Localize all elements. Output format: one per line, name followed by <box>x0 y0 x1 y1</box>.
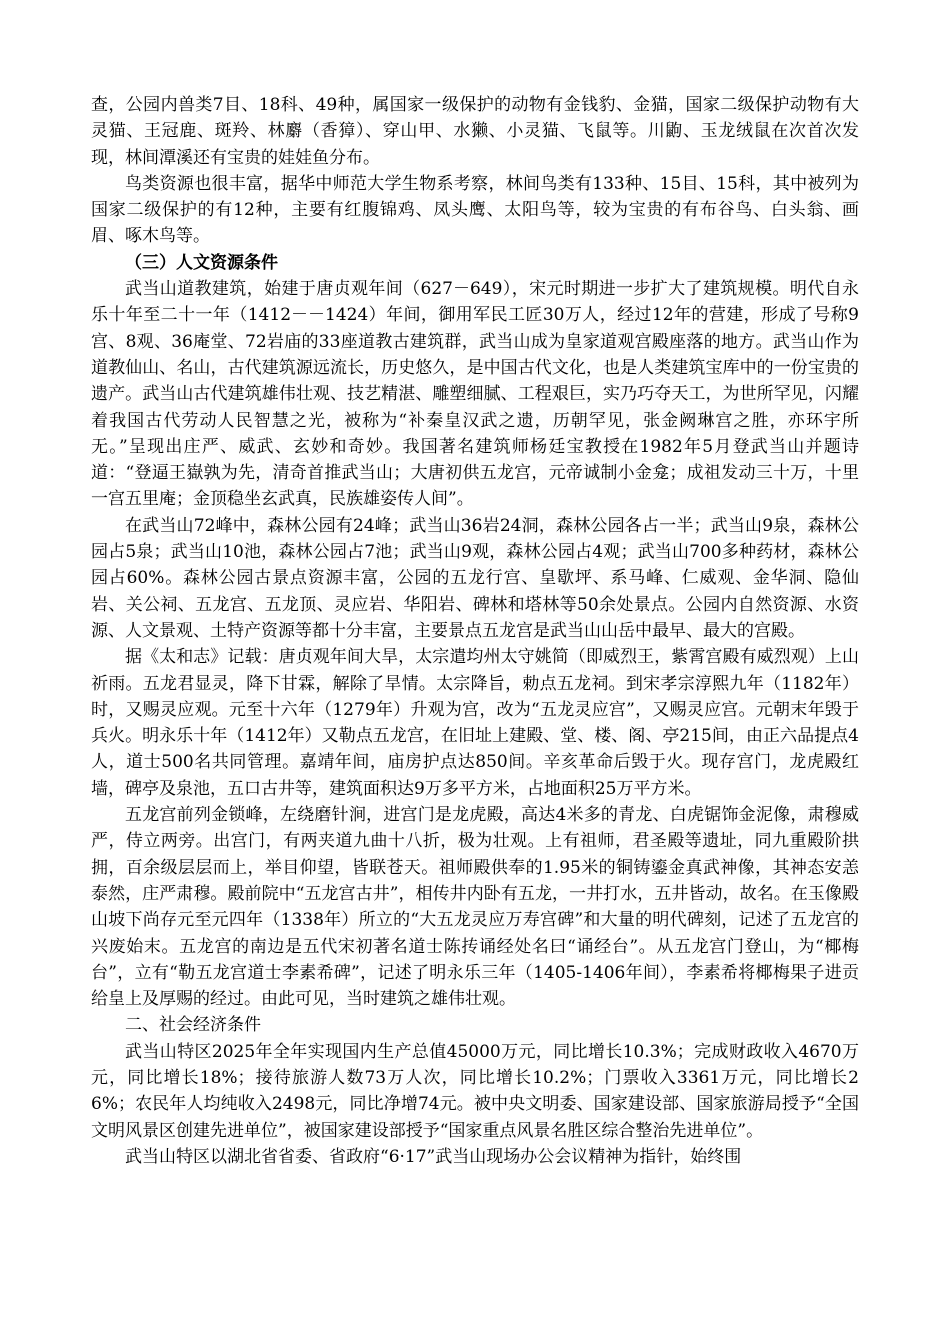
document-body <box>91 92 859 1170</box>
section-heading-socioeconomic: 二、社会经济条件 <box>125 1015 261 1036</box>
paragraph-birds: 鸟类资源也很丰富，据华中师范大学生物系考察，林间鸟类有133种、15目、15科，其中被列为国家二级保护的有12种，主要有红腹锦鸡、凤头鹰、太阳鸟等，较为宝贵的有布谷鸟、白头翁、画眉、啄木鸟等。 <box>91 173 859 247</box>
paragraph-policy-continued: 武当山特区以湖北省省委、省政府“6·17”武当山现场办公会议精神为指针，始终围 <box>125 1146 742 1167</box>
paragraph-wulong-palace: 五龙宫前列金锁峰，左绕磨针涧，进宫门是龙虎殿，高达4米多的青龙、白虎锯饰金泥像，肃穆威严，侍立两旁。出宫门，有两夹道九曲十八折，极为壮观。上有祖师，君圣殿等遗址，同九重殿阶拱拥，百余级层层而上，举目仰望，皆联苍天。祖师殿供奉的1.95米的铜铸鎏金真武神像，其神态安恙泰然，庄严肃穆。殿前院中“五龙宫古井”，相传井内卧有五龙，一井打水，五井皆动，故名。在玉像殿山坡下尚存元至元四年（1338年）所立的“大五龙灵应万寿宫碑”和大量的明代碑刻，记述了五龙宫的兴废始末。五龙宫的南边是五代宋初著名道士陈抟诵经处名曰“诵经台”。从五龙宫门登山，为“椰梅台”，立有“勒五龙宫道士李素希碑”，记述了明永乐三年（1405-1406年间），李素希将椰梅果子进贡给皇上及厚赐的经过。由此可见，当时建筑之雄伟壮观。 <box>91 805 859 1010</box>
section-heading-cultural-resources: （三）人文资源条件 <box>125 252 278 273</box>
paragraph-forest-park-sites: 在武当山72峰中，森林公园有24峰；武当山36岩24洞，森林公园各占一半；武当山9泉，森林公园占5泉；武当山10池，森林公园占7池；武当山9观，森林公园占4观；武当山700多种药材，森林公园占60%。森林公园古景点资源丰富，公园的五龙行宫、皇歇坪、系马峰、仁威观、金华洞、隐仙岩、关公祠、五龙宫、五龙顶、灵应岩、华阳岩、碑林和塔林等50余处景点。公园内自然资源、水资源、人文景观、土特产资源等都十分丰富，主要景点五龙宫是武当山山岳中最早、最大的宫殿。 <box>91 515 859 641</box>
paragraph-mammals: 查，公园内兽类7目、18科、49种，属国家一级保护的动物有金钱豹、金猫，国家二级保护动物有大灵猫、王冠鹿、斑羚、林麝（香獐）、穿山甲、水獭、小灵猫、飞鼠等。川鼩、玉龙绒鼠在次首次发现，林间潭溪还有宝贵的娃娃鱼分布。 <box>91 95 859 168</box>
paragraph-taihe-records: 据《太和志》记载：唐贞观年间大旱，太宗遣均州太守姚简（即威烈王，紫霄宫殿有威烈观）上山祈雨。五龙君显灵，降下甘霖，解除了旱情。太宗降旨，勅点五龙祠。到宋孝宗淳熙九年（1182年）时，又赐灵应观。元至十六年（1279年）升观为宫，改为“五龙灵应宫”，又赐灵应宫。元朝末年毁于兵火。明永乐十年（1412年）又勒点五龙宫，在旧址上建殿、堂、楼、阁、亭215间，由正六品提点4人，道士500名共同管理。嘉靖年间，庙房护点达850间。辛亥革命后毁于火。现存宫门，龙虎殿红墙，碑亭及泉池，五口古井等，建筑面积达9万多平方米，占地面积25万平方米。 <box>91 647 859 799</box>
paragraph-economy-stats: 武当山特区2025年全年实现国内生产总值45000万元，同比增长10.3%；完成财政收入4670万元，同比增长18%；接待旅游人数73万人次，同比增长10.2%；门票收入3361万元，同比增长26%；农民年人均纯收入2498元，同比净增74元。被中央文明委、国家建设部、国家旅游局授予“全国文明风景区创建先进单位”，被国家建设部授予“国家重点风景名胜区综合整治先进单位”。 <box>91 1041 859 1141</box>
paragraph-taoist-architecture: 武当山道教建筑，始建于唐贞观年间（627－649），宋元时期进一步扩大了建筑规模。明代自永乐十年至二十一年（1412－－1424）年间，御用军民工匠30万人，经过12年的营建，形成了号称9宫、8观、36庵堂、72岩庙的33座道教古建筑群，武当山成为皇家道观宫殿座落的地方。武当山作为道教仙山、名山，古代建筑源远流长，历史悠久，是中国古代文化，也是人类建筑宝库中的一份宝贵的遗产。武当山古代建筑雄伟壮观、技艺精湛、雕塑细腻、工程艰巨，实乃巧夺天工，为世所罕见，闪耀着我国古代劳动人民智慧之光，被称为“补秦皇汉武之遗，历朝罕见，张金阙琳宫之胜，亦环宇所无。”呈现出庄严、威武、玄妙和奇妙。我国著名建筑师杨廷宝教授在1982年5月登武当山并题诗道：“登逼王嶽孰为先，清奇首推武当山；大唐初供五龙宫，元帝诚制小金龛；成祖发动三十万，十里一宫五里庵；金顶稳坐玄武真，民族雄姿传人间”。 <box>91 279 859 510</box>
